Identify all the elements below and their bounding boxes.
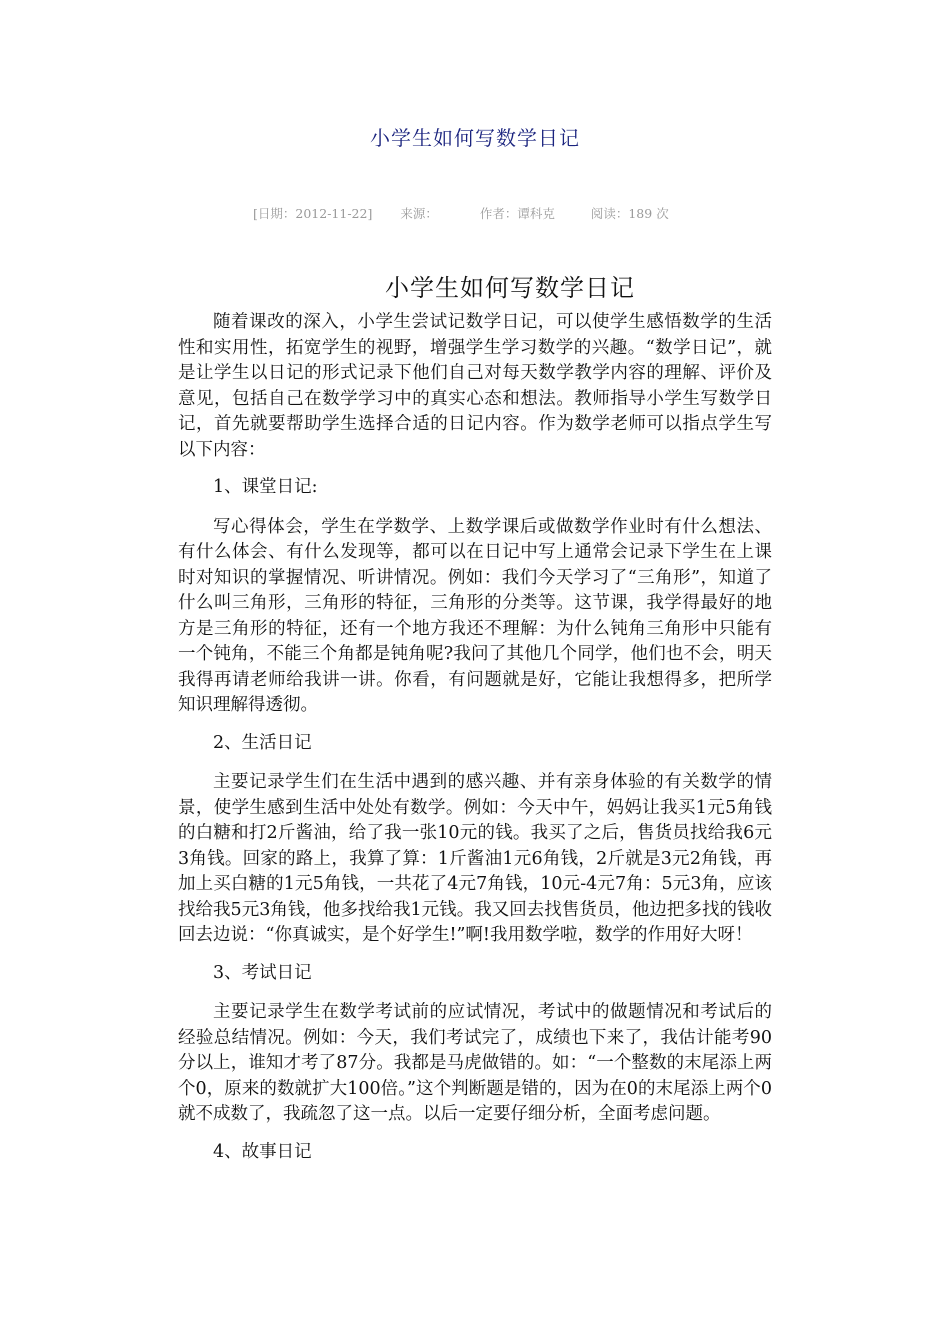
- header-title: 小学生如何写数学日记: [370, 126, 580, 150]
- section-heading-story: 4、故事日记: [213, 1141, 312, 1162]
- section-heading-classroom: 1、课堂日记:: [213, 477, 318, 497]
- paragraph-life: 主要记录学生们在生活中遇到的感兴趣、并有亲身体验的有关数学的情景，使学生感到生活中处处有数学。例如：今天中午，妈妈让我买1元5角钱的白糖和打2斤酱油，给了我一张10元的钱。我买了之后，售货员找给我6元3角钱。回家的路上，我算了算：1斤酱油1元6角钱，2斤就是3元2角钱，再加上买白糖的1元5角钱，一共花了4元7角钱，10元-4元7角：5元3角，应该找给我5元3角钱，他多找给我1元钱。我又回去找售货员，他边把多找的钱收回去边说：“你真诚实，是个好学生!”啊!我用数学啦，数学的作用好大呀！: [178, 772, 772, 945]
- meta-source: 来源：: [400, 206, 438, 221]
- article-body: [178, 310, 772, 1179]
- section-heading-life: 2、生活日记: [213, 732, 312, 753]
- article-meta: [253, 204, 697, 222]
- meta-reads: 阅读：189 次: [590, 206, 669, 221]
- article-title: 小学生如何写数学日记: [385, 274, 635, 302]
- paragraph-classroom: 写心得体会，学生在学数学、上数学课后或做数学作业时有什么想法、有什么体会、有什么发现等，都可以在日记中写上通常会记录下学生在上课时对知识的掌握情况、听讲情况。例如：我们今天学习了“三角形”，知道了什么叫三角形，三角形的特征，三角形的分类等。这节课，我学得最好的地方是三角形的特征，还有一个地方我还不理解：为什么钝角三角形中只能有一个钝角，不能三个角都是钝角呢?我问了其他几个同学，他们也不会，明天我得再请老师给我讲一讲。你看，有问题就是好，它能让我想得多，把所学知识理解得透彻。: [178, 516, 772, 715]
- section-heading-exam: 3、考试日记: [213, 962, 312, 983]
- meta-author: 作者：谭科克: [479, 206, 555, 221]
- paragraph-exam: 主要记录学生在数学考试前的应试情况，考试中的做题情况和考试后的经验总结情况。例如：今天，我们考试完了，成绩也下来了，我估计能考90分以上，谁知才考了87分。我都是马虎做错的。如：“一个整数的末尾添上两个0，原来的数就扩大100倍。”这个判断题是错的，因为在0的末尾添上两个0就不成数了，我疏忽了这一点。以后一定要仔细分析，全面考虑问题。: [178, 1002, 772, 1124]
- meta-date: [日期：2012-11-22]: [253, 206, 373, 221]
- paragraph-intro: 随着课改的深入，小学生尝试记数学日记，可以使学生感悟数学的生活性和实用性，拓宽学生的视野，增强学生学习数学的兴趣。“数学日记”，就是让学生以日记的形式记录下他们自己对每天数学教学内容的理解、评价及意见，包括自己在数学学习中的真实心态和想法。教师指导小学生写数学日记，首先就要帮助学生选择合适的日记内容。作为数学老师可以指点学生写以下内容：: [178, 312, 772, 460]
